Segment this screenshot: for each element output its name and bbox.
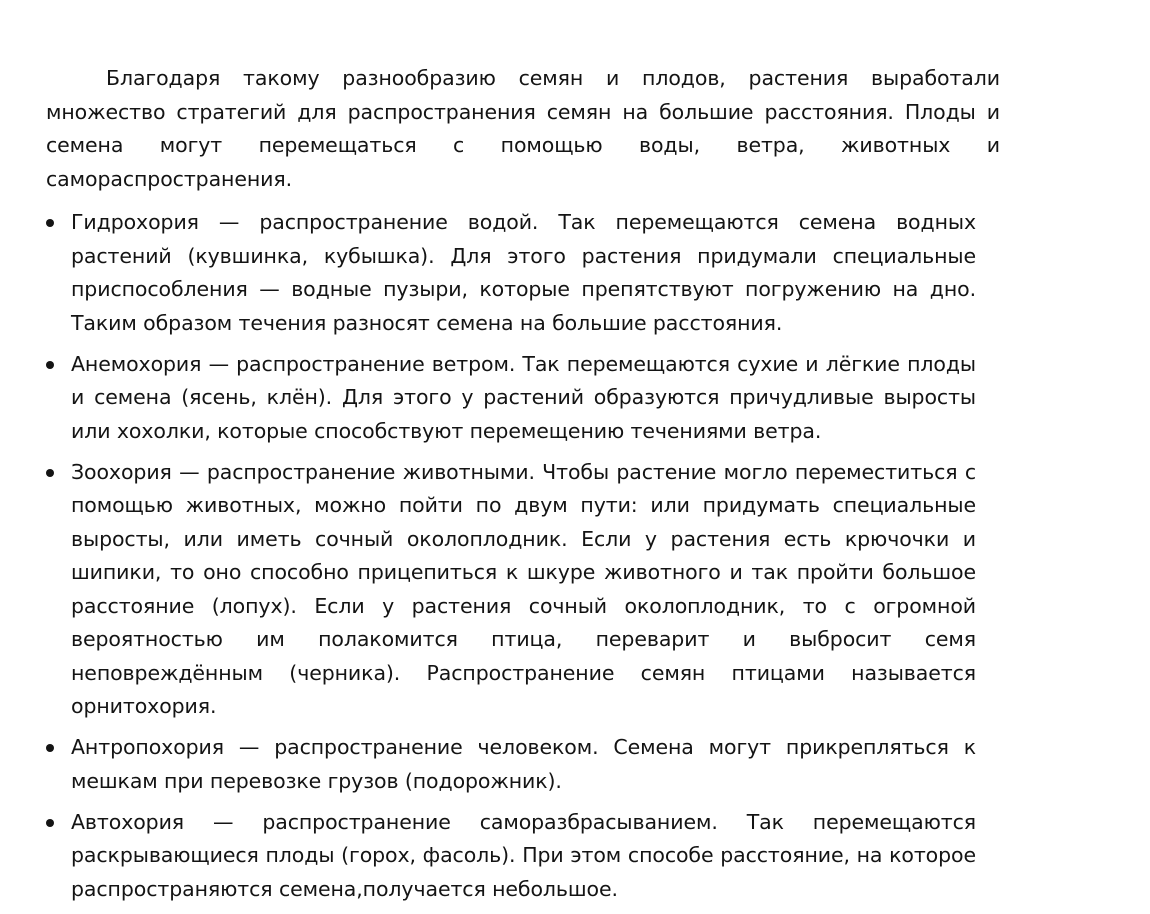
- intro-paragraph: Благодаря такому разнообразию семян и плодов, растения выработали множество стратегий для распространения семян на большие расстояния. Плоды и семена могут перемещаться с помощью воды, ветра, животных и самораспространения.: [46, 66, 1000, 191]
- list-item-zoochory: [46, 456, 976, 724]
- list-item-hydrochory: [46, 206, 976, 340]
- list-item-anthropochory: [46, 731, 976, 798]
- list-item-anemochory: [46, 348, 976, 449]
- list-item-text: Автохория — распространение саморазбрасыванием. Так перемещаются раскрывающиеся плоды (горох, фасоль). При этом способе расстояние, на которое распространяются семена,получается небольшое.: [71, 809, 976, 901]
- list-item-text: Анемохория — распространение ветром. Так перемещаются сухие и лёгкие плоды и семена (ясень, клён). Для этого у растений образуются причудливые выросты или хохолки, которые способствуют перемещению течениями ветра.: [71, 351, 976, 443]
- bullet-icon: [46, 361, 54, 369]
- list-item-text: Гидрохория — распространение водой. Так перемещаются семена водных растений (кувшинка, кубышка). Для этого растения придумали специальные приспособления — водные пузыри, которые препятствуют погружению на дно. Таким образом течения разносят семена на большие расстояния.: [71, 210, 976, 335]
- list-item-text: Зоохория — распространение животными. Чтобы растение могло переместиться с помощью животных, можно пойти по двум пути: или придумать специальные выросты, или иметь сочный околоплодник. Если у растения есть крючочки и шипики, то оно способно прицепиться к шкуре животного и так пройти большое расстояние (лопух). Если у растения сочный околоплодник, то с огромной вероятностью им полакомится птица, переварит и выбросит семя неповреждённым (черника). Распространение семян птицами называется орнитохория.: [71, 459, 976, 718]
- document-page: [46, 62, 1002, 914]
- list-item-text: Антропохория — распространение человеком. Семена могут прикрепляться к мешкам при перевозке грузов (подорожник).: [71, 735, 976, 793]
- bullet-icon: [46, 219, 54, 227]
- list-item-autochory: [46, 806, 976, 907]
- bullet-icon: [46, 819, 54, 827]
- bullet-icon: [46, 744, 54, 752]
- dispersal-methods-list: [46, 206, 1002, 906]
- bullet-icon: [46, 469, 54, 477]
